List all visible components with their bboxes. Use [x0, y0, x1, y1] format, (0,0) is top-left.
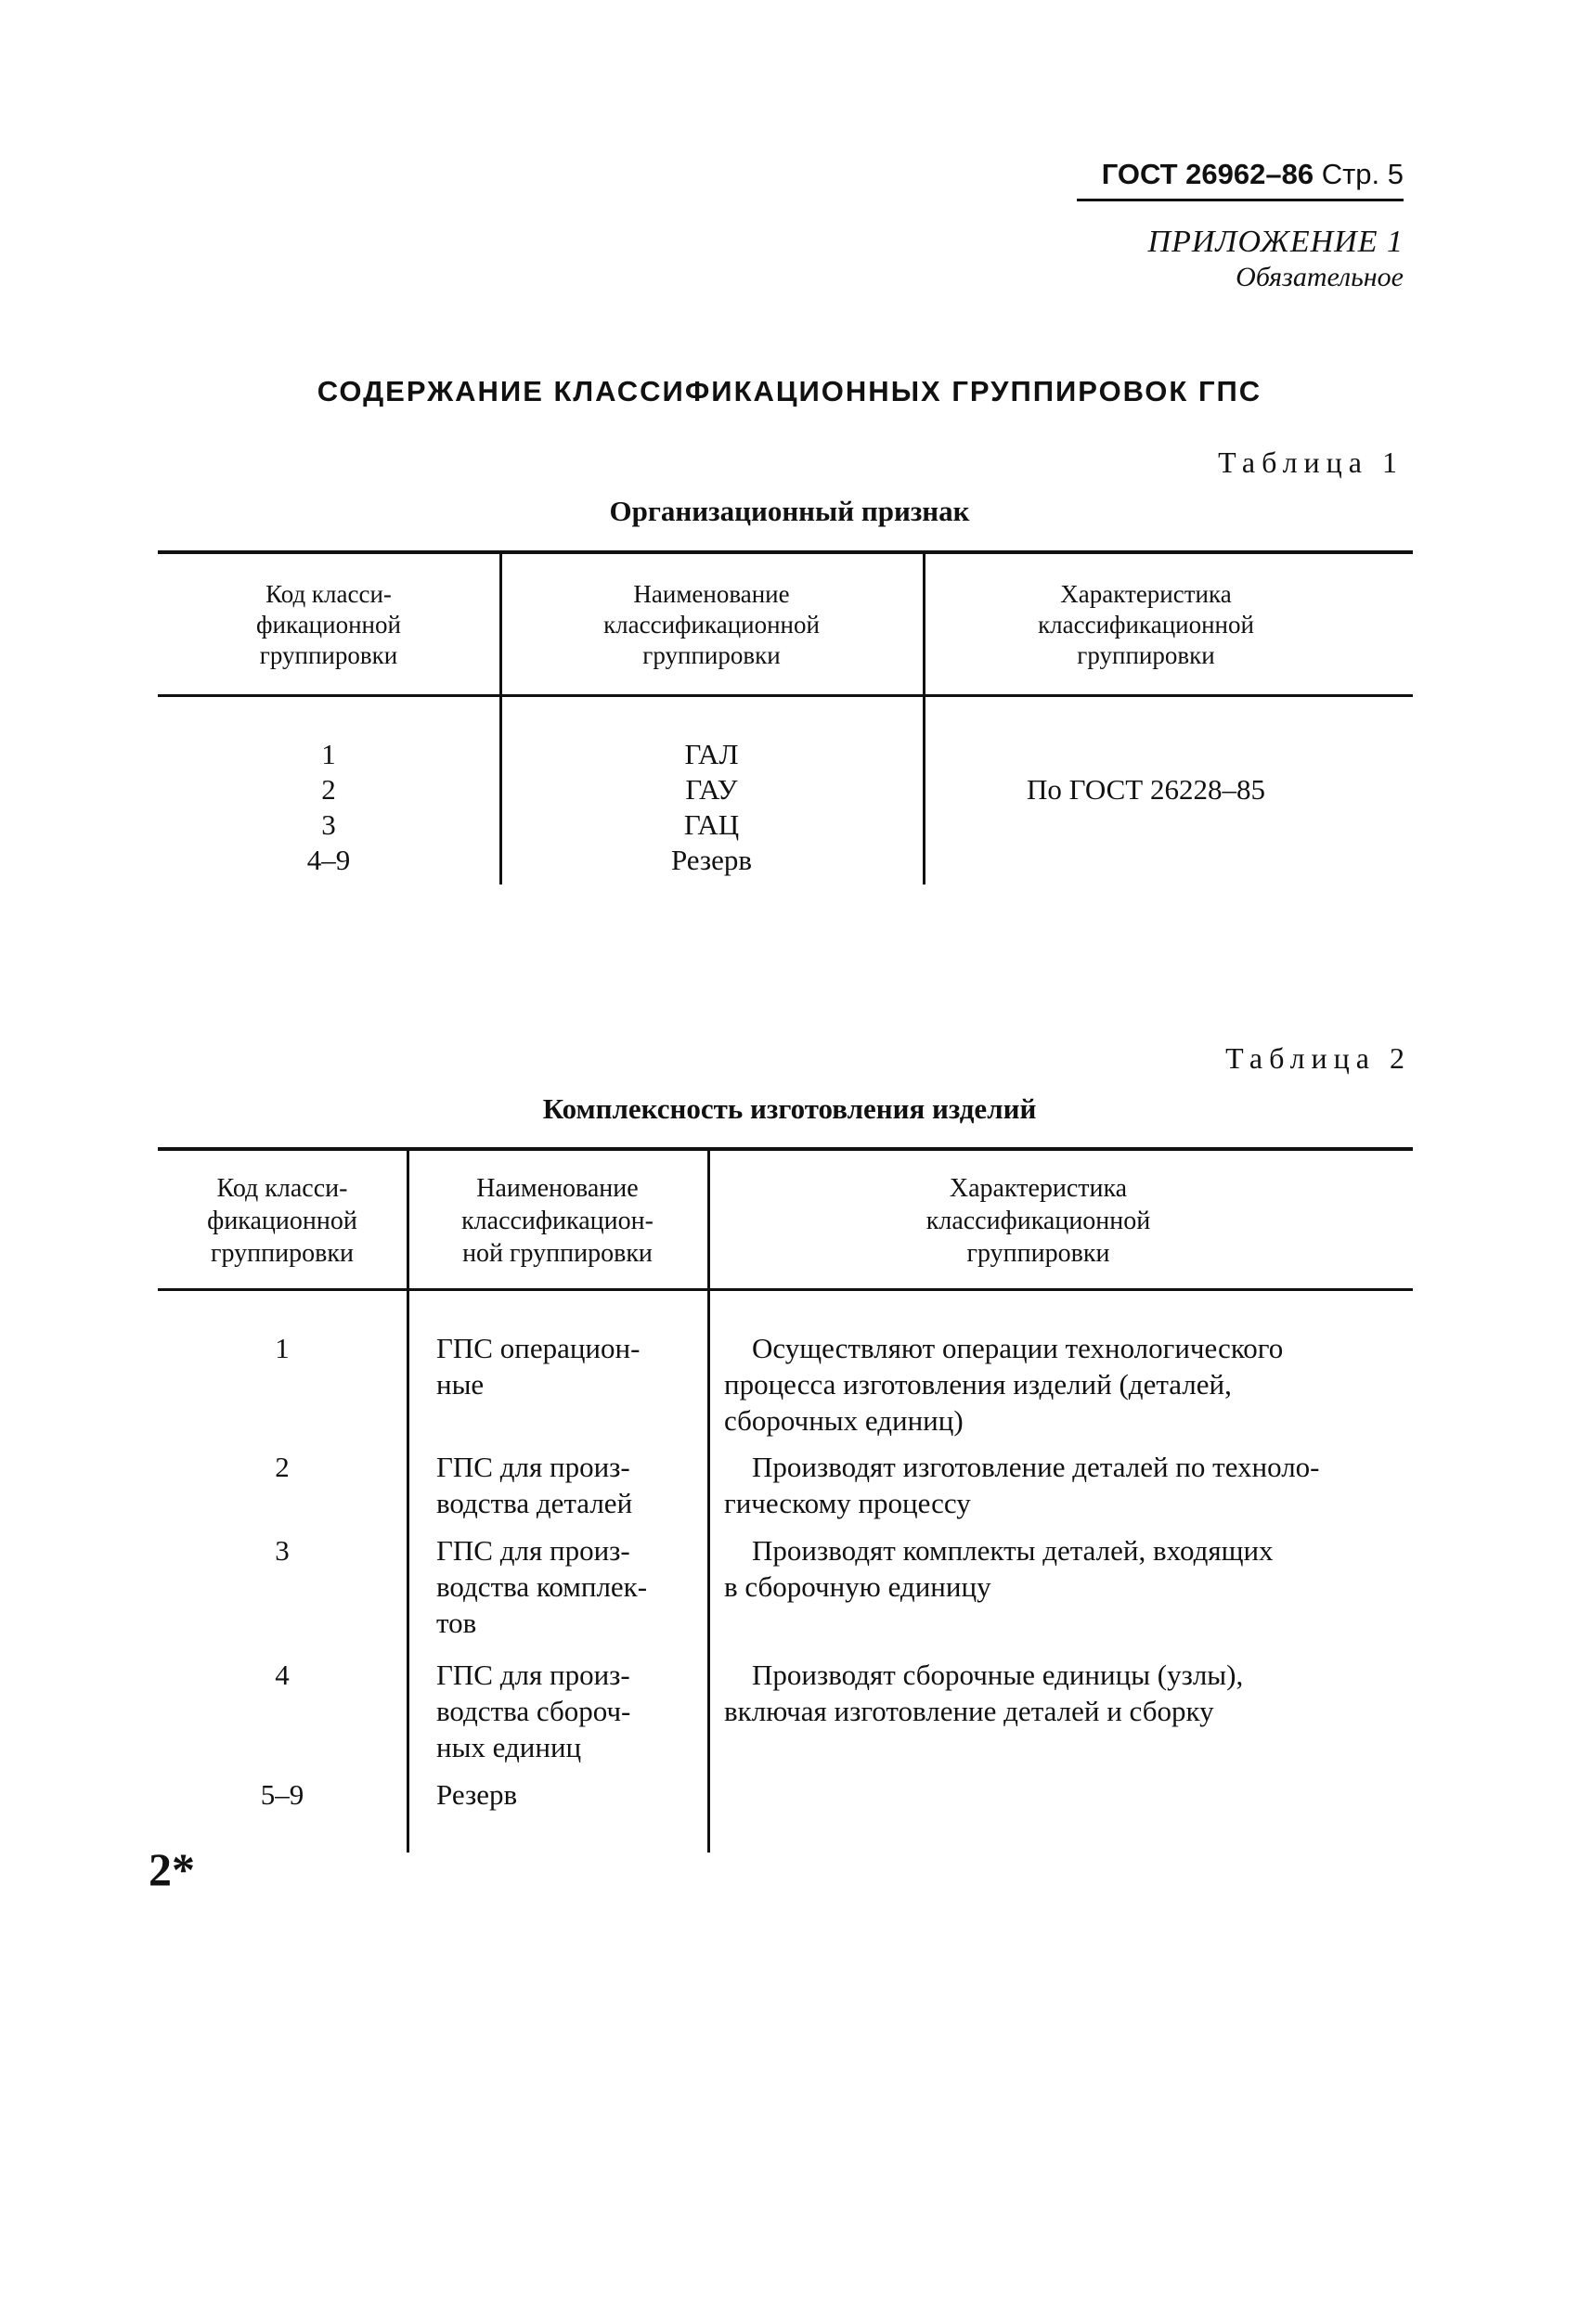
table2-row-code: 2 [275, 1451, 290, 1483]
table2-header-rule [158, 1288, 1413, 1291]
table1-name-cell: ГАЦ [683, 808, 740, 841]
header-rule [1077, 199, 1404, 201]
page-number: Стр. 5 [1321, 158, 1404, 190]
table2-row-name: Резерв [436, 1778, 518, 1811]
table1-header-characteristic: Характеристика классификационной группировки [1038, 580, 1254, 669]
table1-names [502, 737, 921, 878]
table1-codes [160, 737, 498, 878]
table1-name: Организационный признак [609, 495, 970, 527]
table2-row-code: 4 [275, 1659, 290, 1691]
table2-name: Комплексность изготовления изделий [542, 1092, 1037, 1125]
table1-header-name: Наименование классификационной группировки [603, 580, 820, 669]
table2-row-characteristic: Производят комплекты деталей, входящих в сборочную единицу [724, 1534, 1274, 1603]
table2-row-name: ГПС для произ- водства комплек- тов [436, 1534, 648, 1639]
table1-name-cell: Резерв [670, 844, 753, 876]
signature-mark: 2* [149, 1843, 195, 1895]
table2-header-code: Код класси- фикационной группировки [207, 1174, 357, 1268]
table1-code: 4–9 [306, 844, 351, 876]
table2-header-characteristic: Характеристика классификационной группировки [925, 1174, 1151, 1268]
table1-code: 1 [321, 738, 336, 770]
table1-code: 3 [321, 808, 336, 841]
table2-row-code: 5–9 [260, 1778, 304, 1811]
appendix-status: Обязательное [1236, 262, 1404, 292]
standard-number: ГОСТ 26962–86 [1101, 158, 1314, 190]
table2-top-rule [158, 1147, 1413, 1151]
table2-row-name: ГПС операцион- ные [436, 1332, 641, 1401]
page-title: СОДЕРЖАНИЕ КЛАССИФИКАЦИОННЫХ ГРУППИРОВОК ГПС [317, 375, 1262, 407]
table2-row-name: ГПС для произ- водства деталей [436, 1451, 633, 1519]
table1-top-rule [158, 550, 1413, 554]
table1-label: Таблица 1 [1218, 445, 1404, 479]
table1-code: 2 [321, 773, 336, 806]
running-header [1077, 158, 1404, 191]
table2-label: Таблица 2 [1225, 1041, 1411, 1075]
appendix-label: ПРИЛОЖЕНИЕ 1 [1147, 225, 1404, 259]
table1-name-cell: ГАУ [685, 773, 738, 806]
table1-header-rule [158, 694, 1413, 697]
table2-row-name: ГПС для произ- водства сбороч- ных единиц [436, 1659, 631, 1763]
table2-row-code: 3 [275, 1534, 290, 1567]
table2-row-code: 1 [275, 1332, 290, 1364]
table2-row-characteristic: Производят изготовление деталей по техноло- гическому процессу [724, 1451, 1320, 1519]
table1-header-code: Код класси- фикационной группировки [256, 580, 401, 669]
table2-row-characteristic: Производят сборочные единицы (узлы), включая изготовление деталей и сборку [724, 1659, 1244, 1727]
table2-header-name: Наименование классификацион- ной группировки [461, 1174, 654, 1268]
table1-characteristic: По ГОСТ 26228–85 [1027, 773, 1265, 806]
table1-name-cell: ГАЛ [684, 738, 739, 770]
table2-row-characteristic: Осуществляют операции технологического процесса изготовления изделий (деталей, сборочных единиц) [724, 1332, 1284, 1437]
